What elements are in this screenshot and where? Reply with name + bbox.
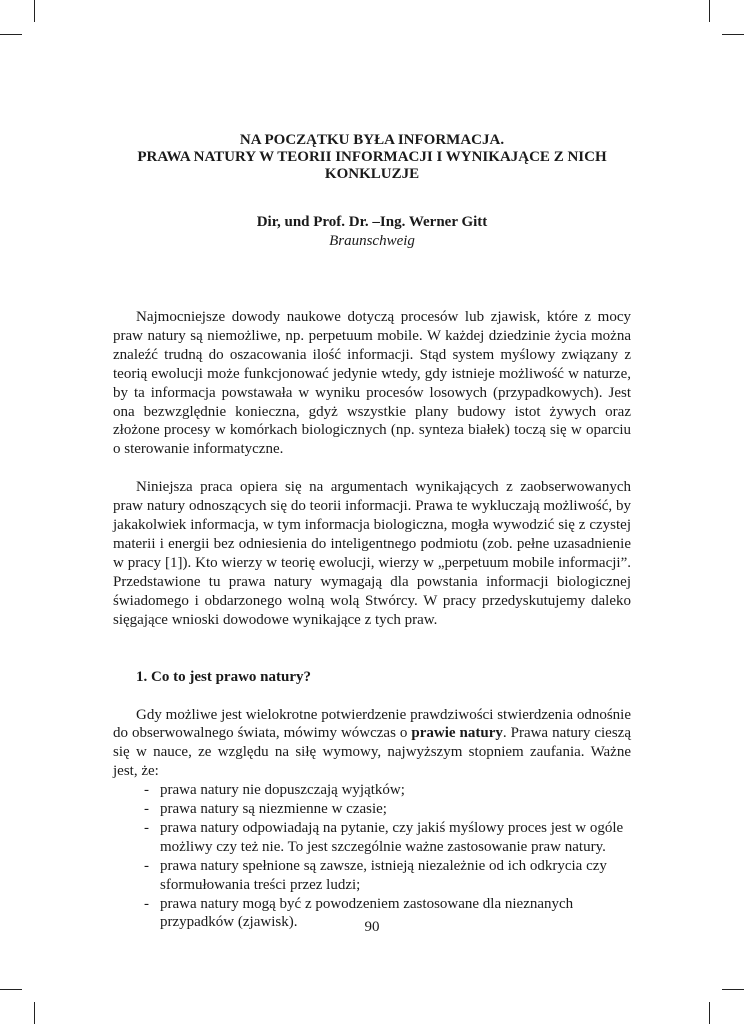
bullet-dash: - bbox=[144, 801, 149, 818]
section-paragraph-bold-term: prawie natury bbox=[411, 725, 503, 742]
crop-mark-bottom-right-v bbox=[709, 1002, 710, 1024]
paragraph-2: Niniejsza praca opiera się na argumentach wynikających z zaobserwowanych praw natury odnoszących się do teorii informacji. Prawa te wykluczają możliwość, by jakakolwiek informacja, w tym informacja biologiczna, mogła wywodzić się z czystej materii i energii bez odniesienia do inteligentnego podmiotu (zob. pełne uzasadnienie w pracy [1]). Kto wierzy w teorię ewolucji, wierzy w „perpetuum mobile informacji”. Przedstawione tu prawa natury wymagają dla powstania informacji biologicznej świadomego i obdarzonego wolną wolą Stwórcy. W pracy przedyskutujemy daleko sięgające wnioski dowodowe wynikające z tych praw. bbox=[113, 479, 631, 628]
bullet-list bbox=[113, 781, 631, 932]
section-paragraph bbox=[113, 706, 631, 782]
list-item bbox=[113, 800, 631, 819]
title-line-2: PRAWA NATURY W TEORII INFORMACJI I WYNIKAJĄCE Z NICH bbox=[137, 149, 607, 165]
list-item-text: prawa natury spełnione są zawsze, istnieją niezależnie od ich odkrycia czy sformułowania treści przez ludzi; bbox=[160, 857, 607, 893]
crop-mark-top-left-v bbox=[34, 0, 35, 22]
list-item-text: prawa natury mogą być z powodzeniem zastosowane dla nieznanych przypadków (zjawisk). bbox=[160, 895, 574, 931]
section-paragraph-text-end: . Prawa natury cieszą się w nauce, ze względu na siłę wymowy, najwyższym stopniem zaufania. Ważne jest, że: bbox=[113, 725, 631, 780]
title-line-3: KONKLUZJE bbox=[324, 166, 420, 182]
list-item-text: prawa natury są niezmienne w czasie; bbox=[160, 801, 387, 818]
page-number: 90 bbox=[364, 919, 380, 935]
crop-mark-top-right-v bbox=[709, 0, 710, 22]
list-item-text: prawa natury nie dopuszczają wyjątków; bbox=[160, 782, 405, 799]
bullet-dash: - bbox=[144, 895, 149, 912]
bullet-dash: - bbox=[144, 782, 149, 799]
crop-mark-bottom-left-v bbox=[34, 1002, 35, 1024]
article-title bbox=[113, 132, 631, 183]
crop-mark-bottom-left-h bbox=[0, 989, 22, 990]
title-line-1: NA POCZĄTKU BYŁA INFORMACJA. bbox=[239, 132, 505, 148]
article-page bbox=[113, 132, 631, 932]
list-item bbox=[113, 781, 631, 800]
author-name: Dir, und Prof. Dr. –Ing. Werner Gitt bbox=[256, 214, 488, 230]
author-affiliation: Braunschweig bbox=[329, 233, 415, 249]
list-item bbox=[113, 857, 631, 895]
list-item bbox=[113, 819, 631, 857]
bullet-dash: - bbox=[144, 819, 149, 836]
section-paragraph-text-start: Gdy możliwe jest wielokrotne potwierdzenie prawdziwości stwierdzenia odnośnie do obserwowalnego świata, mówimy wówczas o bbox=[113, 706, 631, 742]
bullet-dash: - bbox=[144, 857, 149, 874]
crop-mark-bottom-right-h bbox=[722, 989, 744, 990]
crop-mark-top-right-h bbox=[722, 34, 744, 35]
section-heading: 1. Co to jest prawo natury? bbox=[136, 668, 311, 685]
crop-mark-top-left-h bbox=[0, 34, 22, 35]
list-item-text: prawa natury odpowiadają na pytanie, czy jakiś myślowy proces jest w ogóle możliwy czy też nie. To jest szczególnie ważne zastosowanie praw natury. bbox=[160, 819, 624, 855]
paragraph-1: Najmocniejsze dowody naukowe dotyczą procesów lub zjawisk, które z mocy praw natury są niemożliwe, np. perpetuum mobile. W każdej dziedzinie życia można znaleźć trudną do oszacowania ilość informacji. Stąd system myślowy związany z teorią ewolucji może funkcjonować jedynie wtedy, gdy istnieje możliwość w naturze, by ta informacja powstawała w wyniku procesów losowych (przypadkowych). Jest ona bezwzględnie konieczna, gdyż wszystkie plany budowy istot żywych oraz złożone procesy w komórkach biologicznych (np. synteza białek) toczą się w oparciu o sterowanie informatyczne. bbox=[113, 309, 631, 458]
